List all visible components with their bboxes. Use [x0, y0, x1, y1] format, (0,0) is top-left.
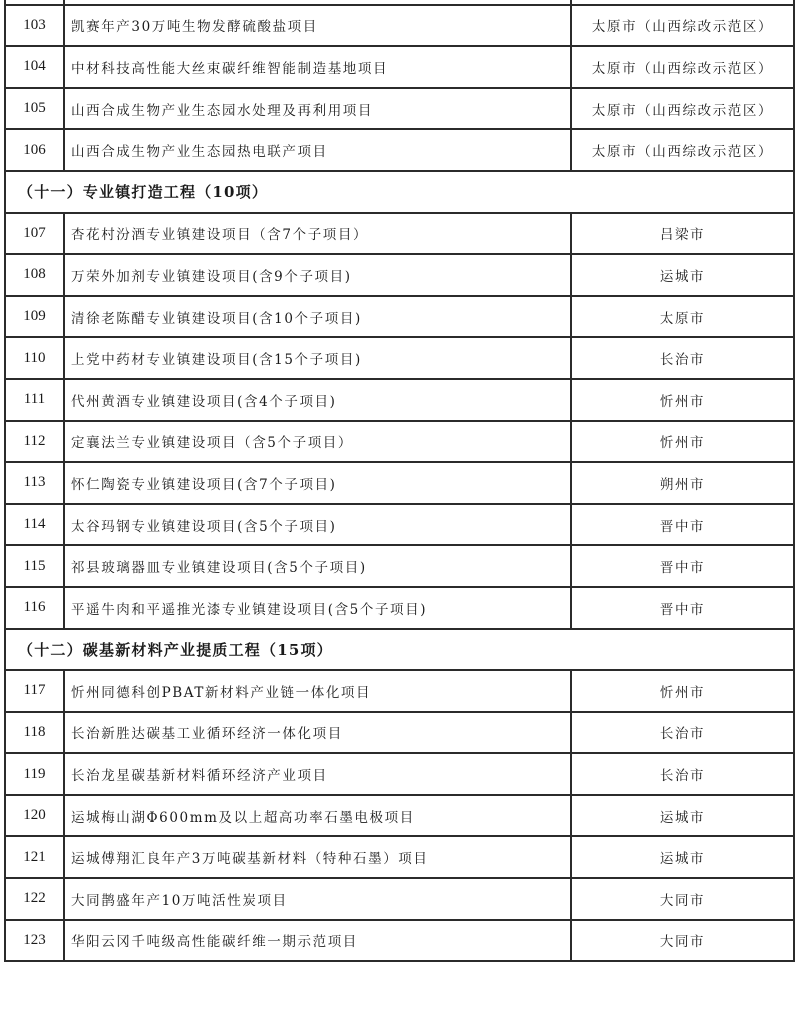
- cell-city: 晋中市: [571, 587, 794, 629]
- project-list-table-container: [4, 0, 795, 962]
- table-row: [5, 379, 794, 421]
- cell-project-name: 祁县玻璃器皿专业镇建设项目(含5个子项目): [64, 545, 571, 587]
- cell-project-name: 长治龙星碳基新材料循环经济产业项目: [64, 753, 571, 795]
- table-row: [5, 5, 794, 47]
- table-row: [5, 88, 794, 130]
- cell-project-name: 代州黄酒专业镇建设项目(含4个子项目): [64, 379, 571, 421]
- table-row: [5, 504, 794, 546]
- cell-project-name: 忻州同德科创PBAT新材料产业链一体化项目: [64, 670, 571, 712]
- cell-city: 运城市: [571, 836, 794, 878]
- cell-project-name: 运城梅山湖Φ600mm及以上超高功率石墨电极项目: [64, 795, 571, 837]
- cell-city: 太原市（山西综改示范区）: [571, 46, 794, 88]
- cell-city: 太原市（山西综改示范区）: [571, 5, 794, 47]
- cell-number: 107: [5, 213, 64, 255]
- section-header-row: [5, 629, 794, 671]
- cell-city: 太原市: [571, 296, 794, 338]
- cell-number: 121: [5, 836, 64, 878]
- cell-project-name: 杏花村汾酒专业镇建设项目（含7个子项目）: [64, 213, 571, 255]
- cell-city: 大同市: [571, 920, 794, 962]
- cell-project-name: 凯赛年产30万吨生物发酵硫酸盐项目: [64, 5, 571, 47]
- cell-city: 忻州市: [571, 379, 794, 421]
- cell-number: 108: [5, 254, 64, 296]
- section-header-row: [5, 171, 794, 213]
- cell-number: 105: [5, 88, 64, 130]
- cell-project-name: 大同鹊盛年产10万吨活性炭项目: [64, 878, 571, 920]
- cell-project-name: 怀仁陶瓷专业镇建设项目(含7个子项目): [64, 462, 571, 504]
- cell-number: 111: [5, 379, 64, 421]
- cell-city: 大同市: [571, 878, 794, 920]
- cell-number: 112: [5, 421, 64, 463]
- table-row: [5, 795, 794, 837]
- cell-project-name: 山西合成生物产业生态园水处理及再利用项目: [64, 88, 571, 130]
- cell-number: 110: [5, 337, 64, 379]
- cell-city: 晋中市: [571, 504, 794, 546]
- cell-city: 太原市（山西综改示范区）: [571, 88, 794, 130]
- cell-city: 长治市: [571, 753, 794, 795]
- table-row: [5, 712, 794, 754]
- cell-city: 忻州市: [571, 421, 794, 463]
- cell-city: 长治市: [571, 712, 794, 754]
- section-title: （十一）专业镇打造工程（10项）: [5, 171, 794, 213]
- project-list-table: [4, 0, 795, 962]
- cell-city: 吕梁市: [571, 213, 794, 255]
- cell-number: 116: [5, 587, 64, 629]
- cell-project-name: 清徐老陈醋专业镇建设项目(含10个子项目): [64, 296, 571, 338]
- table-row: [5, 878, 794, 920]
- table-row: [5, 587, 794, 629]
- cell-number: 104: [5, 46, 64, 88]
- table-row: [5, 753, 794, 795]
- cell-number: 122: [5, 878, 64, 920]
- cell-project-name: 长治新胜达碳基工业循环经济一体化项目: [64, 712, 571, 754]
- section-title: （十二）碳基新材料产业提质工程（15项）: [5, 629, 794, 671]
- table-row: [5, 213, 794, 255]
- table-row: [5, 421, 794, 463]
- cell-project-name: 中材科技高性能大丝束碳纤维智能制造基地项目: [64, 46, 571, 88]
- cell-project-name: 万荣外加剂专业镇建设项目(含9个子项目): [64, 254, 571, 296]
- cell-project-name: 平遥牛肉和平遥推光漆专业镇建设项目(含5个子项目): [64, 587, 571, 629]
- cell-number: 120: [5, 795, 64, 837]
- table-row: [5, 920, 794, 962]
- cell-number: 123: [5, 920, 64, 962]
- table-row: [5, 545, 794, 587]
- table-row: [5, 670, 794, 712]
- cell-city: 运城市: [571, 795, 794, 837]
- cell-city: 忻州市: [571, 670, 794, 712]
- cell-project-name: 华阳云冈千吨级高性能碳纤维一期示范项目: [64, 920, 571, 962]
- table-row: [5, 254, 794, 296]
- cell-city: 太原市（山西综改示范区）: [571, 129, 794, 171]
- table-row: [5, 337, 794, 379]
- cell-city: 朔州市: [571, 462, 794, 504]
- table-row: [5, 462, 794, 504]
- table-row: [5, 836, 794, 878]
- cell-number: 103: [5, 5, 64, 47]
- cell-city: 晋中市: [571, 545, 794, 587]
- cell-number: 106: [5, 129, 64, 171]
- table-row: [5, 46, 794, 88]
- cell-project-name: 太谷玛钢专业镇建设项目(含5个子项目): [64, 504, 571, 546]
- cell-number: 113: [5, 462, 64, 504]
- cell-project-name: 运城傅翔汇良年产3万吨碳基新材料（特种石墨）项目: [64, 836, 571, 878]
- cell-project-name: 定襄法兰专业镇建设项目（含5个子项目）: [64, 421, 571, 463]
- cell-city: 运城市: [571, 254, 794, 296]
- cell-project-name: 山西合成生物产业生态园热电联产项目: [64, 129, 571, 171]
- cell-number: 115: [5, 545, 64, 587]
- cell-number: 117: [5, 670, 64, 712]
- table-row: [5, 296, 794, 338]
- table-row: [5, 129, 794, 171]
- cell-project-name: 上党中药材专业镇建设项目(含15个子项目): [64, 337, 571, 379]
- cell-number: 114: [5, 504, 64, 546]
- cell-number: 118: [5, 712, 64, 754]
- cell-city: 长治市: [571, 337, 794, 379]
- cell-number: 119: [5, 753, 64, 795]
- cell-number: 109: [5, 296, 64, 338]
